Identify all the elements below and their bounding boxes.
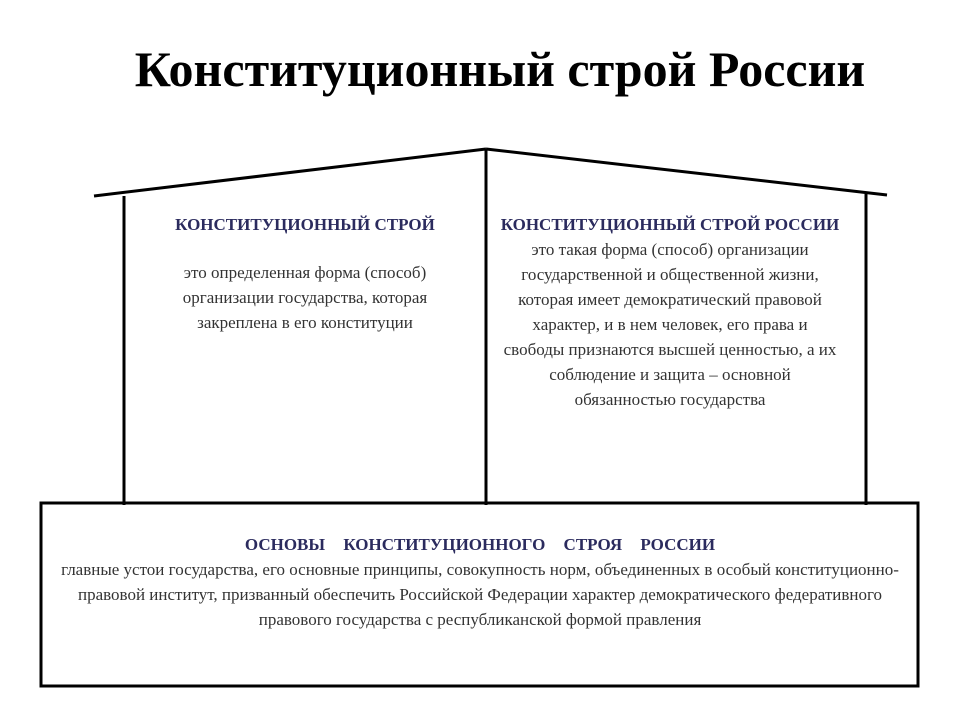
constitutional-order-heading: КОНСТИТУЦИОННЫЙ СТРОЙ [175,215,435,234]
roof-left [94,149,486,196]
roof-right [486,149,887,195]
foundations-heading: ОСНОВЫ КОНСТИТУЦИОННОГО СТРОЯ РОССИИ [244,535,716,554]
page-title: Конституционный строй России [134,41,866,97]
foundations-description: главные устои государства, его основные принципы, совокупность норм, объединенных в особый конституционно-правовой институт, призванный обеспечить Российской Федерации характер демократического федеративного правового государства с республиканской формой правления [61,560,899,629]
russia-constitutional-order-description: это такая форма (способ) организации государственной и общественной жизни, которая имеет демократический правовой характер, и в нем человек, его права и свободы признаются высшей ценностью, а их соблюдение и защита – основной обязанностью государства [503,240,837,409]
constitutional-order-panel [140,212,470,335]
constitutional-order-description: это определенная форма (способ) организации государства, которая закреплена в его конституции [182,263,428,332]
russia-constitutional-order-heading: КОНСТИТУЦИОННЫЙ СТРОЙ РОССИИ [500,215,840,234]
russia-constitutional-order-panel [500,212,840,412]
foundations-panel [42,532,918,632]
